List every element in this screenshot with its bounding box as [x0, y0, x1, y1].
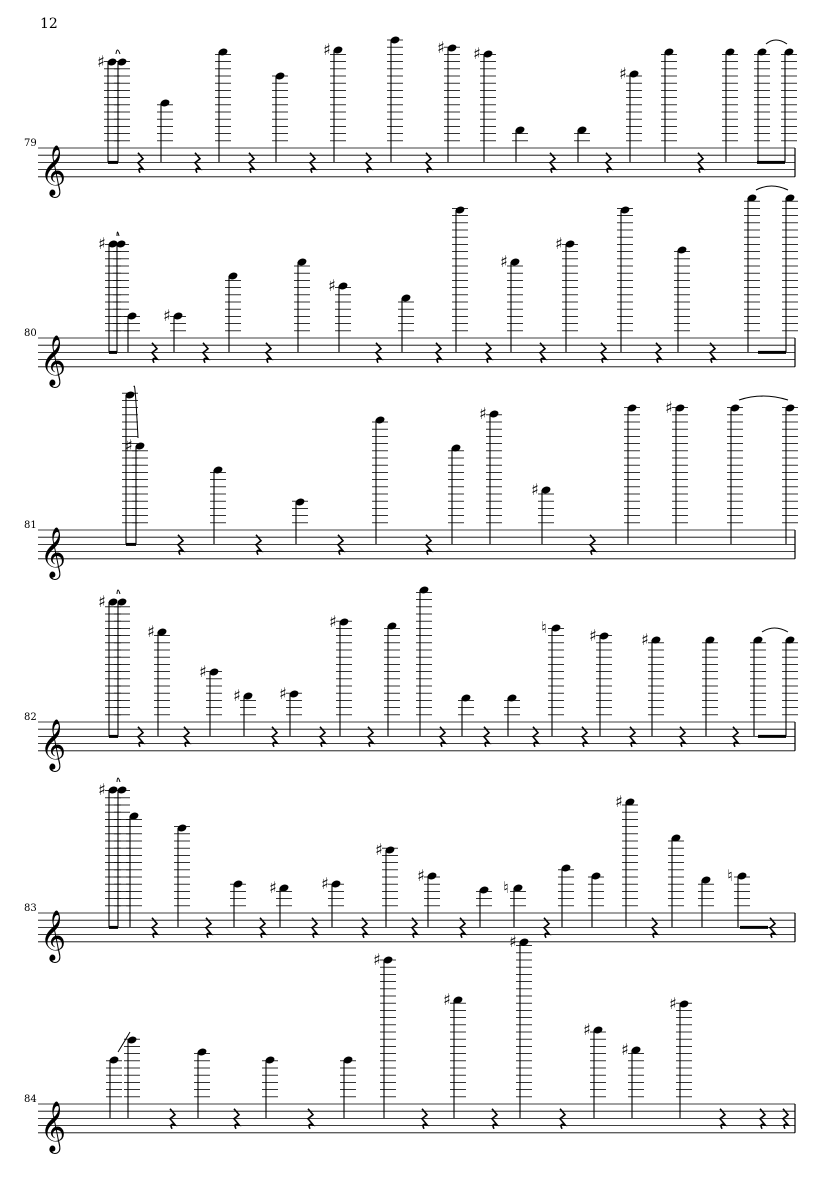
sharp-accidental: ♯ [619, 64, 627, 83]
sharp-accidental: ♯ [375, 840, 383, 859]
tie [739, 396, 788, 400]
measure-number: 80 [24, 328, 37, 339]
measure-number: 83 [24, 903, 37, 914]
page-number: 12 [40, 16, 58, 32]
sharp-accidental: ♯ [531, 480, 539, 499]
tie [766, 40, 787, 44]
natural-accidental: ♮ [727, 866, 733, 885]
sharp-accidental: ♯ [589, 626, 597, 645]
sharp-accidental: ♯ [437, 38, 445, 57]
sharp-accidental: ♯ [98, 592, 106, 611]
treble-clef: 𝄞 [40, 718, 67, 770]
sharp-accidental: ♯ [233, 686, 241, 705]
tie [762, 628, 788, 632]
sharp-accidental: ♯ [500, 252, 508, 271]
measure-number: 79 [24, 138, 37, 149]
sharp-accidental: ♯ [509, 932, 517, 951]
sharp-accidental: ♯ [125, 436, 133, 455]
tie [117, 232, 119, 236]
sharp-accidental: ♯ [147, 622, 155, 641]
tie [117, 778, 120, 782]
sharp-accidental: ♯ [98, 234, 106, 253]
sharp-accidental: ♯ [479, 404, 487, 423]
sharp-accidental: ♯ [583, 1020, 591, 1039]
sharp-accidental: ♯ [443, 990, 451, 1009]
sharp-accidental: ♯ [269, 878, 277, 897]
natural-accidental: ♮ [541, 618, 547, 637]
sharp-accidental: ♯ [615, 792, 623, 811]
sharp-accidental: ♯ [323, 40, 331, 59]
sharp-accidental: ♯ [329, 612, 337, 631]
measure-number: 81 [24, 520, 37, 531]
tie [134, 386, 138, 438]
tie [117, 590, 120, 594]
sharp-accidental: ♯ [417, 866, 425, 885]
sharp-accidental: ♯ [321, 874, 329, 893]
sharp-accidental: ♯ [328, 276, 336, 295]
sharp-accidental: ♯ [641, 630, 649, 649]
sharp-accidental: ♯ [97, 52, 105, 71]
sharp-accidental: ♯ [669, 994, 677, 1013]
natural-accidental: ♮ [503, 878, 509, 897]
sharp-accidental: ♯ [279, 684, 287, 703]
sharp-accidental: ♯ [621, 1040, 629, 1059]
sharp-accidental: ♯ [665, 398, 673, 417]
sharp-accidental: ♯ [373, 950, 381, 969]
sharp-accidental: ♯ [555, 234, 563, 253]
treble-clef: 𝄞 [40, 909, 67, 961]
measure-number: 84 [24, 1094, 37, 1105]
treble-clef: 𝄞 [40, 1100, 67, 1152]
measure-number: 82 [24, 712, 37, 723]
tie [116, 50, 120, 54]
treble-clef: 𝄞 [40, 144, 67, 196]
tie [756, 186, 788, 190]
sharp-accidental: ♯ [98, 780, 106, 799]
sharp-accidental: ♯ [199, 662, 207, 681]
sharp-accidental: ♯ [163, 306, 171, 325]
treble-clef: 𝄞 [40, 526, 67, 578]
treble-clef: 𝄞 [40, 334, 67, 386]
sharp-accidental: ♯ [473, 44, 481, 63]
